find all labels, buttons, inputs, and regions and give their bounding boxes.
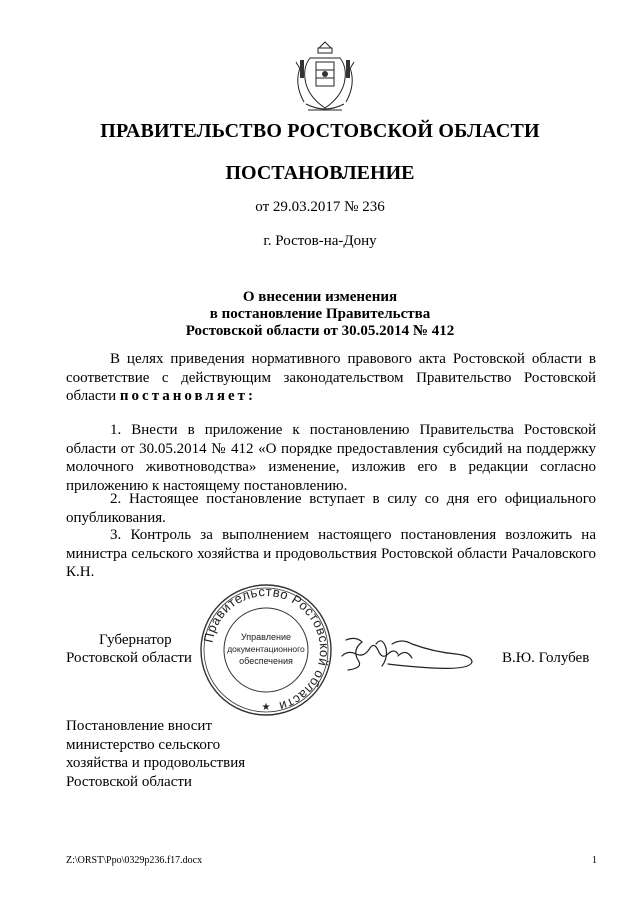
document-subject [0, 289, 640, 340]
decree-item-3 [66, 526, 596, 582]
decree-word: постановляет: [119, 388, 256, 405]
decree-item-text: 2. Настоящее постановление вступает в силу со дня его официального опубликования. [66, 491, 596, 526]
submitted-by-line: министерство сельского [66, 736, 221, 753]
submitted-by-line: хозяйства и продовольствия [66, 755, 246, 771]
submitted-by-line: Ростовской области [66, 773, 192, 790]
seal-center-line-2: документационного [227, 644, 305, 654]
seal-ring-text: Правительство Ростовской области [200, 583, 333, 715]
subject-line: в постановление Правительства [209, 306, 431, 322]
document-type: ПОСТАНОВЛЕНИЕ [225, 162, 415, 184]
submitted-by-note [66, 717, 245, 791]
signer-position-line-2: Ростовской области [66, 650, 192, 666]
decree-item-2 [66, 490, 596, 527]
preamble-paragraph [66, 350, 596, 406]
seal-center-line-3: обеспечения [239, 656, 293, 666]
subject-line: Ростовской области от 30.05.2014 № 412 [185, 323, 455, 339]
footer-file-path: Z:\ORST\Ppo\0329p236.f17.docx [66, 855, 203, 866]
decree-item-text: 1. Внести в приложение к постановлению Правительства Ростовской области от 30.05.2014 № 412 «О порядке предоставления субсидий на поддержку молочного животноводства» изменение, изложив его в редакции согласно приложению к настоящему постановлению. [66, 422, 596, 495]
official-seal [198, 582, 334, 718]
government-title: ПРАВИТЕЛЬСТВО РОСТОВСКОЙ ОБЛАСТИ [100, 120, 540, 142]
decree-item-text: 3. Контроль за выполнением настоящего постановления возложить на министра сельского хозяйства и продовольствия Ростовской области Рачаловского К.Н. [66, 527, 596, 581]
seal-star-icon: ★ [261, 702, 271, 713]
signer-name: В.Ю. Голубев [502, 650, 590, 666]
preamble-text: В целях приведения нормативного правового акта Ростовской области в соответствие с действующим законодательством Правительство Ростовской области [66, 351, 596, 405]
handwritten-signature [338, 630, 478, 680]
submitted-by-line: Постановление вносит [66, 718, 213, 734]
subject-line: О внесении изменения [242, 289, 398, 305]
seal-center-line-1: Управление [240, 632, 292, 642]
document-date-number: от 29.03.2017 № 236 [255, 199, 385, 215]
page-number: 1 [592, 855, 597, 866]
coat-of-arms-emblem [292, 38, 358, 118]
signer-position-line-1: Губернатор [99, 632, 172, 648]
decree-item-1 [66, 421, 596, 496]
document-city: г. Ростов-на-Дону [263, 233, 377, 249]
